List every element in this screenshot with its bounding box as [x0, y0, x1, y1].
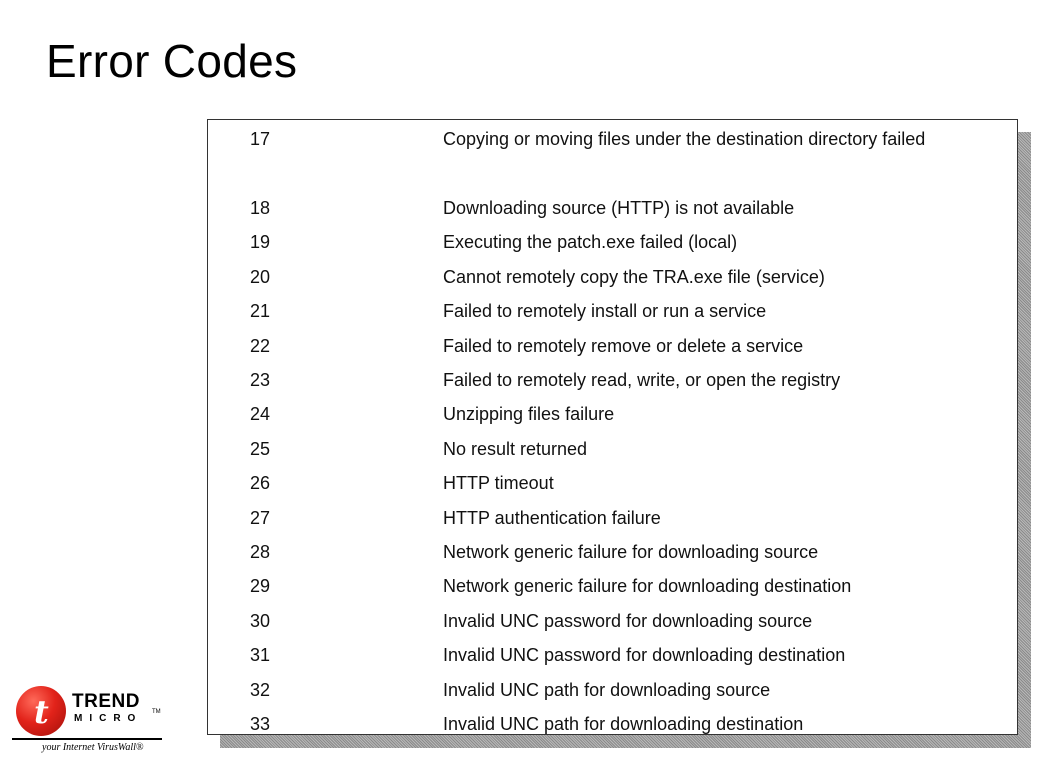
error-code: 33: [250, 714, 271, 734]
error-description: HTTP timeout: [443, 473, 554, 494]
error-code: 28: [250, 542, 271, 562]
logo-divider: [12, 738, 162, 740]
error-code: 19: [250, 232, 271, 253]
logo-word-bottom: MICRO: [74, 713, 143, 724]
error-description: No result returned: [443, 438, 588, 459]
error-description: Invalid UNC path for downloading destination: [443, 714, 804, 734]
error-description: Invalid UNC path for downloading source: [443, 679, 771, 700]
error-description: Copying or moving files under the destination directory failed: [443, 129, 926, 149]
error-description: Failed to remotely install or run a service: [443, 301, 767, 322]
error-code: 27: [250, 507, 271, 528]
slide-title: Error Codes: [46, 35, 298, 87]
logo-tagline: your Internet VirusWall®: [42, 742, 144, 753]
error-code: 25: [250, 438, 271, 459]
error-code: 32: [250, 679, 271, 700]
error-description: Network generic failure for downloading destination: [443, 576, 852, 597]
logo-trademark: TM: [152, 709, 161, 715]
error-code: 31: [250, 645, 271, 666]
error-code: 26: [250, 473, 271, 494]
error-description: Cannot remotely copy the TRA.exe file (service): [443, 266, 825, 287]
logo-word-top: TREND: [72, 691, 140, 712]
error-code: 21: [250, 301, 271, 322]
error-codes-table: [207, 119, 1018, 735]
error-code: 20: [250, 266, 271, 287]
error-description: HTTP authentication failure: [443, 507, 661, 528]
error-code: 24: [250, 404, 271, 425]
error-code: 17: [250, 129, 271, 149]
error-code: 23: [250, 370, 271, 390]
trend-micro-t-ball-icon: t: [16, 686, 66, 736]
error-description: Downloading source (HTTP) is not available: [443, 198, 795, 218]
error-code: 18: [250, 198, 271, 218]
error-description: Failed to remotely read, write, or open the registry: [443, 370, 841, 390]
error-code: 22: [250, 335, 271, 356]
error-code: 30: [250, 610, 271, 631]
trend-micro-logo: [12, 684, 162, 754]
error-description: Invalid UNC password for downloading destination: [443, 645, 846, 666]
error-description: Failed to remotely remove or delete a service: [443, 335, 804, 356]
error-description: Unzipping files failure: [443, 404, 615, 425]
error-description: Executing the patch.exe failed (local): [443, 232, 738, 253]
error-code: 29: [250, 576, 271, 597]
error-description: Invalid UNC password for downloading source: [443, 610, 813, 631]
error-description: Network generic failure for downloading source: [443, 542, 819, 562]
